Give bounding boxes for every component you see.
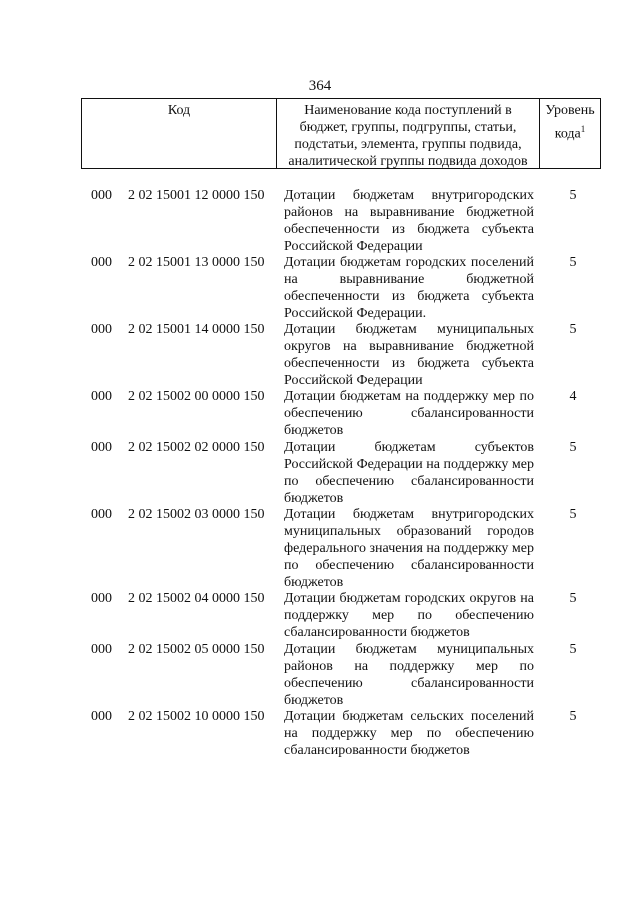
row-level: 5 — [569, 322, 577, 337]
row-name: Дотации бюджетам городских округов на поддержку мер по обеспечению сбалансированности бюджетов — [284, 591, 534, 640]
row-admin-code: 000 — [91, 709, 112, 724]
row-admin-code: 000 — [91, 440, 112, 455]
table-row — [0, 590, 640, 641]
row-code: 2 02 15002 04 0000 150 — [128, 591, 265, 606]
header-name: Наименование кода поступлений в бюджет, группы, подгруппы, статьи, подстатьи, элемента, группы подвида, аналитической группы подвида доходов — [277, 99, 540, 168]
row-admin-code: 000 — [91, 188, 112, 203]
row-code: 2 02 15001 12 0000 150 — [128, 188, 265, 203]
row-level: 5 — [569, 255, 577, 270]
row-level: 5 — [569, 709, 577, 724]
row-admin-code: 000 — [91, 322, 112, 337]
header-code: Код — [82, 99, 277, 168]
row-admin-code: 000 — [91, 507, 112, 522]
table-body — [0, 187, 640, 759]
table-row — [0, 187, 640, 254]
row-level: 4 — [569, 389, 577, 404]
row-level: 5 — [569, 507, 577, 522]
row-name: Дотации бюджетам городских поселений на выравнивание бюджетной обеспеченности из бюджета субъекта Российской Федерации. — [284, 255, 534, 321]
table-header — [81, 98, 601, 169]
table-row — [0, 321, 640, 388]
row-name: Дотации бюджетам внутригородских муниципальных образований городов федерального значения на поддержку мер по обеспечению сбалансированности бюджетов — [284, 507, 534, 590]
row-name: Дотации бюджетам сельских поселений на поддержку мер по обеспечению сбалансированности бюджетов — [284, 709, 534, 758]
table-row — [0, 254, 640, 321]
table-row — [0, 641, 640, 708]
row-name: Дотации бюджетам муниципальных районов на поддержку мер по обеспечению сбалансированности бюджетов — [284, 642, 534, 708]
row-name: Дотации бюджетам на поддержку мер по обеспечению сбалансированности бюджетов — [284, 389, 534, 438]
row-code: 2 02 15002 03 0000 150 — [128, 507, 265, 522]
row-level: 5 — [569, 188, 577, 203]
row-admin-code: 000 — [91, 255, 112, 270]
row-level: 5 — [569, 440, 577, 455]
row-code: 2 02 15002 10 0000 150 — [128, 709, 265, 724]
row-admin-code: 000 — [91, 591, 112, 606]
row-code: 2 02 15002 05 0000 150 — [128, 642, 265, 657]
row-level: 5 — [569, 591, 577, 606]
table-row — [0, 708, 640, 759]
row-level: 5 — [569, 642, 577, 657]
header-level-label: Уровень кода — [545, 103, 595, 142]
row-code: 2 02 15001 13 0000 150 — [128, 255, 265, 270]
row-name: Дотации бюджетам муниципальных округов на выравнивание бюджетной обеспеченности из бюджета субъекта Российской Федерации — [284, 322, 534, 388]
row-admin-code: 000 — [91, 642, 112, 657]
header-level-footnote: 1 — [580, 124, 586, 134]
row-name: Дотации бюджетам внутригородских районов на выравнивание бюджетной обеспеченности из бюджета субъекта Российской Федерации — [284, 188, 534, 254]
row-code: 2 02 15001 14 0000 150 — [128, 322, 265, 337]
row-admin-code: 000 — [91, 389, 112, 404]
row-code: 2 02 15002 02 0000 150 — [128, 440, 265, 455]
row-code: 2 02 15002 00 0000 150 — [128, 389, 265, 404]
table-row — [0, 439, 640, 506]
table-row — [0, 388, 640, 439]
header-level — [540, 99, 600, 168]
page-number: 364 — [308, 78, 332, 94]
table-row — [0, 506, 640, 590]
row-name: Дотации бюджетам субъектов Российской Федерации на поддержку мер по обеспечению сбалансированности бюджетов — [284, 440, 534, 506]
